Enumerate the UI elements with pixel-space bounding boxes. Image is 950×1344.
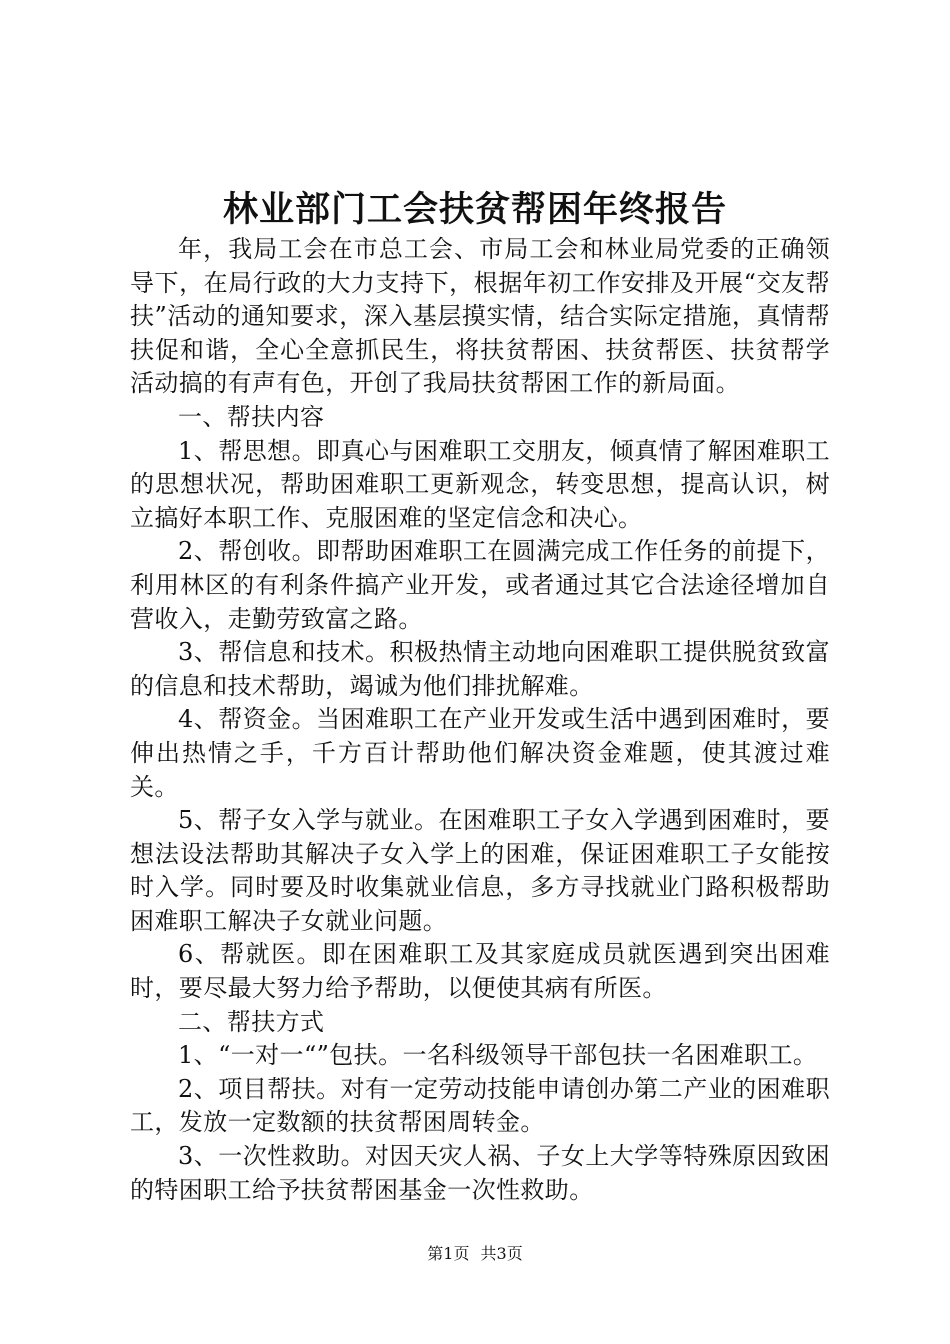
document-title: 林业部门工会扶贫帮困年终报告 — [222, 189, 727, 230]
page-total: 共3页 — [480, 1244, 523, 1263]
document-body — [130, 233, 830, 1207]
intro-paragraph: 年，我局工会在市总工会、市局工会和林业局党委的正确领导下，在局行政的大力支持下，根据年初工作安排及开展“交友帮扶”活动的通知要求，深入基层摸实情，结合实际定措施，真情帮扶促和谐，全心全意抓民生，将扶贫帮困、扶贫帮医、扶贫帮学活动搞的有声有色，开创了我局扶贫帮困工作的新局面。 — [130, 235, 830, 398]
section-heading-content: 一、帮扶内容 — [178, 402, 325, 431]
item-paragraph: 1、“一对一“”包扶。一名科级领导干部包扶一名困难职工。 — [178, 1041, 818, 1070]
item-paragraph: 5、帮子女入学与就业。在困难职工子女入学遇到困难时，要想法设法帮助其解决子女入学上的困难，保证困难职工子女能按时入学。同时要及时收集就业信息，多方寻找就业门路积极帮助困难职工解决子女就业问题。 — [130, 806, 830, 935]
item-paragraph: 1、帮思想。即真心与困难职工交朋友，倾真情了解困难职工的思想状况，帮助困难职工更新观念，转变思想，提高认识，树立搞好本职工作、克服困难的坚定信念和决心。 — [130, 436, 830, 532]
item-paragraph: 2、项目帮扶。对有一定劳动技能申请创办第二产业的困难职工，发放一定数额的扶贫帮困周转金。 — [130, 1074, 830, 1137]
page-number: 第1页 — [427, 1244, 470, 1263]
page-footer — [0, 1243, 950, 1265]
item-paragraph: 2、帮创收。即帮助困难职工在圆满完成工作任务的前提下，利用林区的有利条件搞产业开发，或者通过其它合法途径增加自营收入，走勤劳致富之路。 — [130, 537, 830, 633]
item-paragraph: 3、一次性救助。对因天灾人祸、子女上大学等特殊原因致困的特困职工给予扶贫帮困基金一次性救助。 — [130, 1142, 830, 1204]
item-paragraph: 6、帮就医。即在困难职工及其家庭成员就医遇到突出困难时，要尽最大努力给予帮助，以便使其病有所医。 — [130, 940, 830, 1003]
item-paragraph: 4、帮资金。当困难职工在产业开发或生活中遇到困难时，要伸出热情之手，千方百计帮助他们解决资金难题，使其渡过难关。 — [130, 705, 830, 801]
section-heading-method: 二、帮扶方式 — [178, 1007, 325, 1036]
item-paragraph: 3、帮信息和技术。积极热情主动地向困难职工提供脱贫致富的信息和技术帮助，竭诚为他们排扰解难。 — [130, 638, 830, 700]
